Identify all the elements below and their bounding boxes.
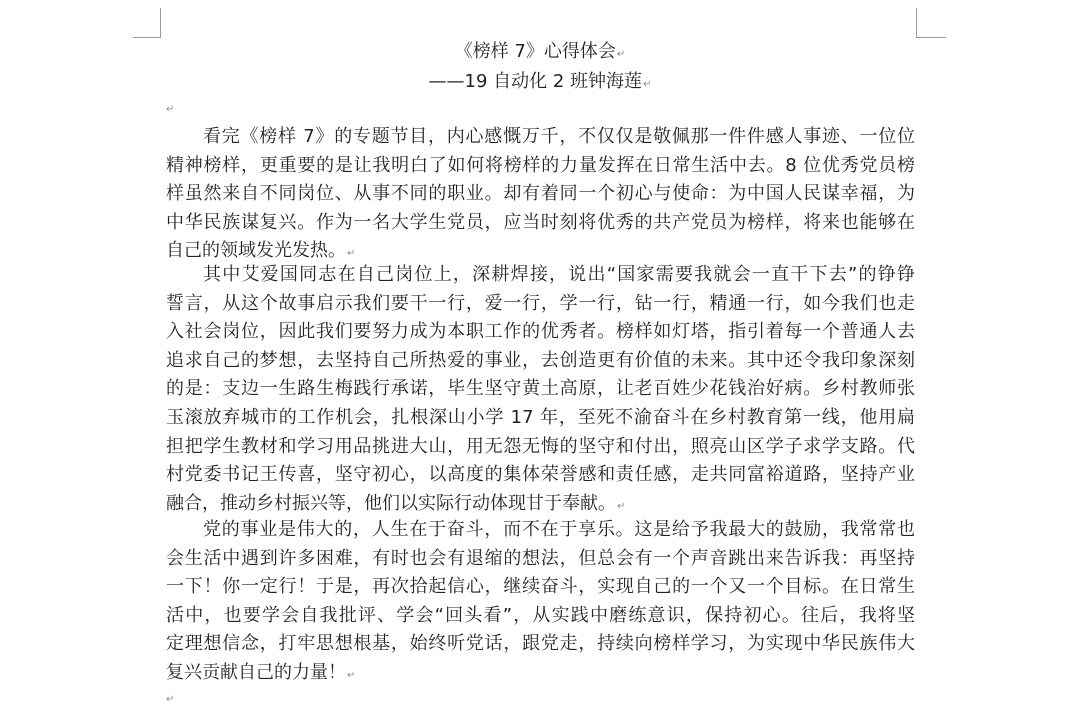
paragraph-mark-icon: ↵: [617, 500, 626, 512]
document-subtitle[interactable]: [0, 68, 1080, 99]
line-text: 自己的领域发光发热。: [166, 240, 346, 262]
line-text: 一下！你一定行！于是，再次拾起信心，继续奋斗，实现自己的一个又一个目标。在日常生: [166, 576, 915, 598]
line-text: 村党委书记王传喜，坚守初心，以高度的集体荣誉感和责任感，走共同富裕道路，坚持产业: [166, 464, 915, 486]
line-text: 党的事业是伟大的，人生在于奋斗，而不在于享乐。这是给予我最大的鼓励，我常常也: [203, 519, 915, 540]
line-text: 中华民族谋复兴。作为一名大学生党员，应当时刻将优秀的共产党员为榜样，将来也能够在: [166, 211, 915, 233]
paragraph-1-line: [166, 209, 915, 237]
paragraph-mark-icon: ↵: [616, 49, 626, 60]
line-text: 玉滚放弃城市的工作机会，扎根深山小学 17 年，至死不渝奋斗在乡村教育第一线，他用扁: [166, 407, 915, 428]
page-corner-mark-top-right: [916, 8, 946, 38]
paragraph-3-line: [166, 630, 915, 658]
line-text: 看完《榜样 7》的专题节目，内心感慨万千，不仅仅是敬佩那一件件感人事迹、一位位: [203, 126, 915, 147]
paragraph-2-line: [203, 261, 915, 289]
paragraph-2-line: [166, 290, 915, 318]
paragraph-2-line: [166, 433, 915, 461]
paragraph-mark-icon: ↵: [347, 670, 356, 681]
paragraph-2-line: [166, 490, 915, 518]
paragraph-1-line: [166, 152, 915, 180]
paragraph-mark-icon: ↵: [347, 248, 356, 260]
line-text: 的是：支边一生路生梅践行承诺，毕生坚守黄土高原，让老百姓少花钱治好病。乡村教师张: [166, 378, 915, 400]
line-text: 活中，也要学会自我批评、学会“回头看”，从实践中磨练意识，保持初心。往后，我将坚: [166, 604, 915, 626]
line-text: 样虽然来自不同岗位、从事不同的职业。却有着同一个初心与使命：为中国人民谋幸福，为: [166, 183, 915, 205]
line-text: 复兴贡献自己的力量！: [166, 662, 346, 683]
paragraph-3-line: [203, 516, 915, 544]
line-text: 精神榜样，更重要的是让我明白了如何将榜样的力量发挥在日常生活中去。8 位优秀党员榜: [166, 154, 915, 176]
page-corner-mark-top-left: [133, 8, 161, 38]
paragraph-1-line: [166, 180, 915, 208]
paragraph-3-line: [166, 545, 915, 573]
line-text: 入社会岗位，因此我们要努力成为本职工作的优秀者。榜样如灯塔，指引着每一个普通人去: [166, 321, 915, 343]
line-text: 其中艾爱国同志在自己岗位上，深耕焊接，说出“国家需要我就会一直干下去”的铮铮: [203, 264, 915, 285]
subtitle-text: ——19 自动化 2 班钟海莲: [428, 71, 643, 92]
paragraph-2-line: [166, 461, 915, 489]
document-title[interactable]: [0, 38, 1080, 69]
line-text: 誓言，从这个故事启示我们要干一行，爱一行，学一行，钻一行，精通一行，如今我们也走: [166, 292, 915, 314]
line-text: 定理想信念，打牢思想根基，始终听党话，跟党走，持续向榜样学习，为实现中华民族伟大: [166, 633, 915, 655]
paragraph-2-line: [166, 318, 915, 346]
line-text: 担把学生教材和学习用品挑进大山，用无怨无悔的坚守和付出，照亮山区学子求学支路。代: [166, 435, 915, 457]
paragraph-3-line: [166, 573, 915, 601]
line-text: 融合，推动乡村振兴等，他们以实际行动体现甘于奉献。: [166, 492, 616, 514]
paragraph-3-line: [166, 602, 915, 630]
paragraph-2-line: [166, 375, 915, 403]
paragraph-mark-icon: ↵: [643, 79, 652, 90]
paragraph-2-line: [166, 347, 915, 375]
empty-paragraph-mark-icon: ↵: [166, 104, 175, 115]
empty-paragraph-mark-icon: ↵: [166, 694, 175, 705]
paragraph-2-line: [166, 404, 915, 432]
title-text: 《榜样 7》心得体会: [454, 41, 616, 62]
line-text: 追求自己的梦想，去坚持自己所热爱的事业，去创造更有价值的未来。其中还令我印象深刻: [166, 349, 915, 371]
line-text: 会生活中遇到许多困难，有时也会有退缩的想法，但总会有一个声音跳出来告诉我：再坚持: [166, 547, 915, 569]
paragraph-1-line: [203, 123, 915, 151]
paragraph-3-line: [166, 659, 915, 687]
